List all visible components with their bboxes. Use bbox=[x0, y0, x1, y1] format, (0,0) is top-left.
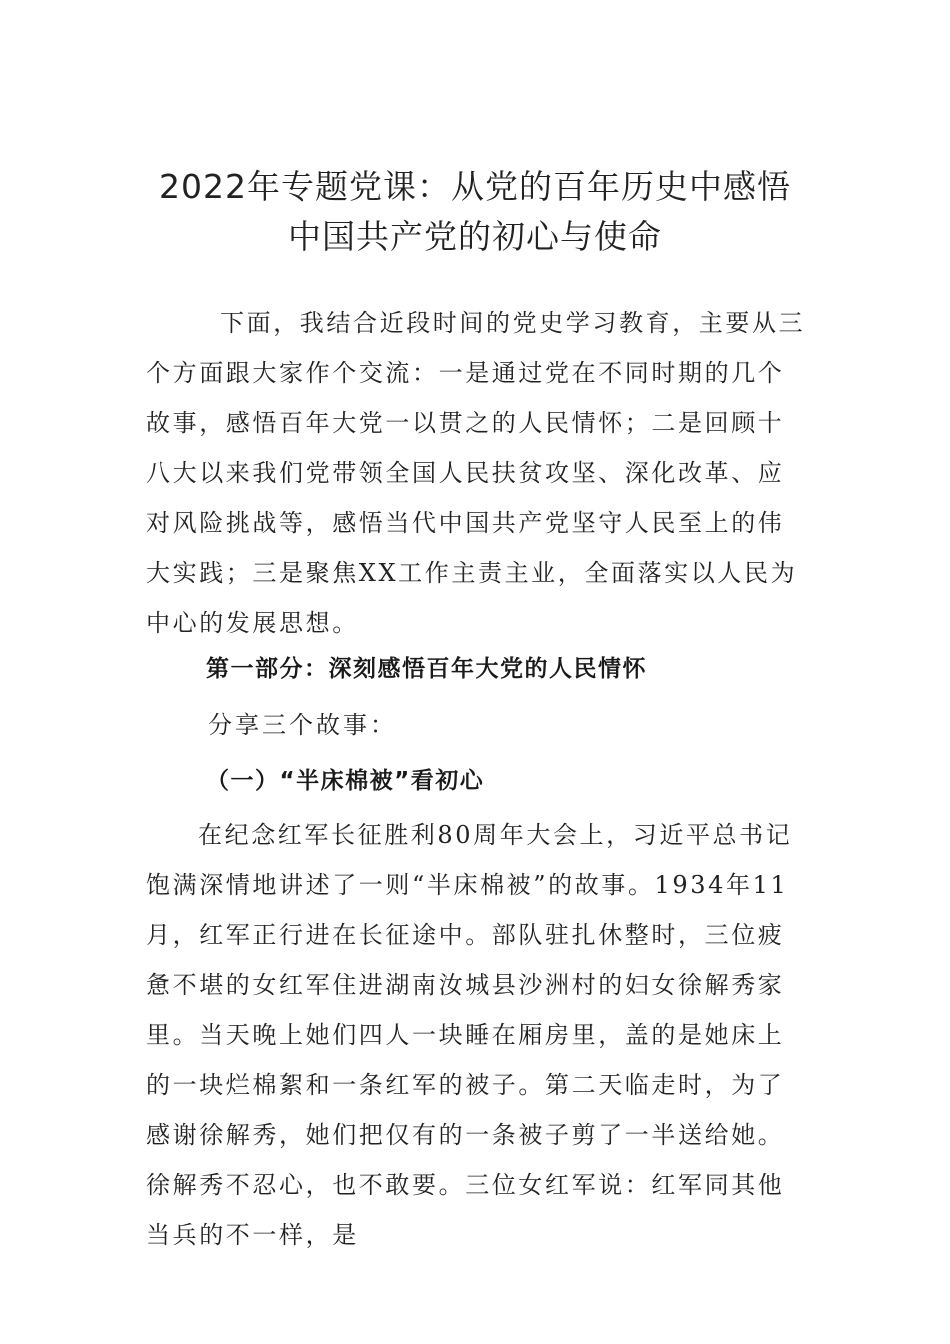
part1-heading: 第一部分：深刻感悟百年大党的人民情怀 bbox=[206, 656, 647, 682]
title-line-1: 2022年专题党课：从党的百年历史中感悟 bbox=[159, 167, 791, 207]
story1-heading: （一）“半床棉被”看初心 bbox=[206, 768, 485, 794]
title-line-2: 中国共产党的初心与使命 bbox=[288, 217, 662, 257]
document-title bbox=[140, 162, 810, 262]
story1-paragraph: 在纪念红军长征胜利80周年大会上，习近平总书记饱满深情地讲述了一则“半床棉被”的故事。1934年11月，红军正行进在长征途中。部队驻扎休整时，三位疲惫不堪的女红军住进湖南汝城县沙洲村的妇女徐解秀家里。当天晚上她们四人一块睡在厢房里，盖的是她床上的一块烂棉絮和一条红军的被子。第二天临走时，为了感谢徐解秀，她们把仅有的一条被子剪了一半送给她。徐解秀不忍心，也不敢要。三位女红军说：红军同其他当兵的不一样，是 bbox=[146, 821, 793, 1249]
share-stories-line: 分享三个故事： bbox=[208, 711, 397, 739]
intro-paragraph: 下面，我结合近段时间的党史学习教育，主要从三个方面跟大家作个交流：一是通过党在不同时期的几个故事，感悟百年大党一以贯之的人民情怀；二是回顾十八大以来我们党带领全国人民扶贫攻坚、深化改革、应对风险挑战等，感悟当代中国共产党坚守人民至上的伟大实践；三是聚焦XX工作主责主业，全面落实以人民为中心的发展思想。 bbox=[146, 309, 806, 637]
